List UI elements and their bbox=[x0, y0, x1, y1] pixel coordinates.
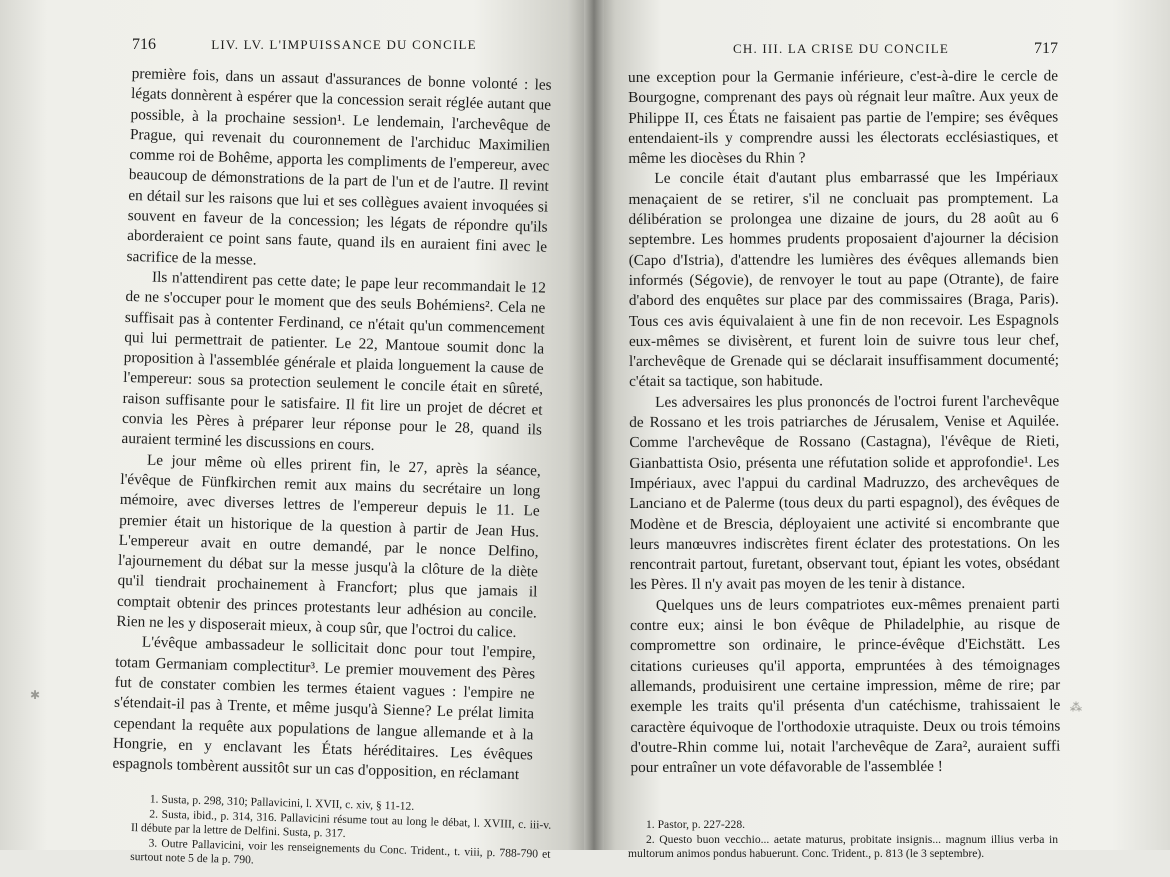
paragraph: Ils n'attendirent pas cette date; le pape leur recommandait le 12 de ne s'occuper pour le moment que des seuls Bohémiens². Cela ne suffisait pas à contenter Ferdinand, ce n'était qu'un commencement qui lui permettrait de patienter. Le 22, Mantoue soumit donc la proposition à l'assemblée générale et plaida longuement la cause de l'empereur: sous sa protection seulement le concile était en sûreté, raison suffisante pour le satisfaire. Il fit lire un projet de décret et convia les Pères à préparer leur réponse pour le 28, quand ils auraient terminé les discussions en cours. bbox=[121, 268, 547, 455]
footnote: 2. Questo buon vecchio... aetate maturus, probitate insignis... magnum illius verba in multorum animos pondus habuerunt. Conc. Trident., p. 813 (le 3 septembre). bbox=[628, 832, 1058, 861]
left-page-number: 716 bbox=[132, 36, 156, 53]
footnote: 2. Susta, ibid., p. 314, 316. Pallavicini résume tout au long le débat, l. XVIII, c. iii-v. Il débute par la lettre de Delfini. Susta, p. 317. bbox=[130, 807, 552, 841]
paragraph: Quelques uns de leurs compatriotes eux-mêmes prenaient parti contre eux; ainsi le bon évêque de Philadelphie, au risque de compromettre son ordinaire, le prince-évêque d'Eichstätt. Les citations curieuses qu'il apporta, empruntées à des témoignages allemands, produisirent une certaine impression, même de rire; par exemple les traits qu'il présenta d'un catéchisme, trahissaient le caractère équivoque de l'orthodoxie utraquiste. Deux ou trois témoins d'outre-Rhin comme lui, notait l'archevêque de Zara², auraient suffi pour entraîner un vote défavorable de l'assemblée ! bbox=[629, 595, 1061, 777]
paragraph: première fois, dans un assaut d'assurances de bonne volonté : les légats donnèrent à espérer que la concession serait réglée autant que possible, à la prochaine session¹. Le lendemain, l'archevêque de Prague, qui revenait du couronnement de l'archiduc Maximilien comme roi de Bohême, apporta les compliments de l'empereur, avec beaucoup de démonstrations de la part de l'un et de l'autre. Il revint en détail sur les raisons que lui et ses collègues avaient invoquées si souvent en faveur de la concession; les légats de répondre qu'ils aborderaient ce point sans faute, quand ils en auraient fini avec le sacrifice de la messe. bbox=[126, 64, 552, 269]
paragraph: Les adversaires les plus prononcés de l'octroi furent l'archevêque de Rossano et les trois patriarches de Jérusalem, Venise et Aquilée. Comme l'archevêque de Rossano (Castagna), l'évêque de Rieti, Gianbattista Osio, présenta une réfutation solide et approfondie¹. Les Impériaux, avec l'appui du cardinal Madruzzo, des archevêques de Lanciano et de Palerme (tous deux du parti espagnol), des évêques de Modène et de Brescia, déployaient une activité si encombrante que leurs manœuvres indiscrètes firent éclater des protestations. On les rencontrait partout, furetant, observant tout, épiant les votes, obsédant les Pères. Il n'y avait pas moyen de les tenir à distance. bbox=[629, 392, 1060, 594]
left-running-head: LIV. LV. L'IMPUISSANCE DU CONCILE bbox=[211, 37, 477, 52]
left-body-text bbox=[112, 64, 552, 786]
paragraph: Le concile était d'autant plus embarrassé que les Impériaux menaçaient de se retirer, s'il ne concluait pas promptement. La délibération se prolongea une dizaine de jours, du 28 août au 6 septembre. Les hommes prudents proposaient d'ajourner la décision (Capo d'Istria), d'attendre les lumières des évêques allemands bien informés (Ségovie), de renvoyer le tout au pape (Otrante), de faire d'abord des enquêtes sur place par des commissaires (Braga, Paris). Tous ces avis équivalaient à une fin de non recevoir. Les Espagnols eux-mêmes se divisèrent, et furent loin de suivre tous leur chef, l'archevêque de Grenade qui se déclarait insuffisamment documenté; c'était sa tactique, son habitude. bbox=[628, 168, 1060, 391]
paragraph: une exception pour la Germanie inférieure, c'est-à-dire le cercle de Bourgogne, comprenant des pays où régnait leur maître. Aux yeux de Philippe II, ces États ne faisaient pas partie de l'empire; ses évêques entendaient-ils y comprendre aussi les électorats ecclésiastiques, et même les diocèses du Rhin ? bbox=[628, 67, 1059, 168]
footnote: 1. Pastor, p. 227-228. bbox=[646, 818, 746, 832]
paper-speck-icon: ⁂ bbox=[1070, 700, 1082, 714]
right-footnotes bbox=[628, 818, 1058, 862]
footnote: 1. Susta, p. 298, 310; Pallavicini, l. XVII, c. xiv, § 11-12. bbox=[149, 792, 415, 814]
footnote: 3. Outre Pallavicini, voir les renseignements du Conc. Trident., t. viii, p. 788-790 et surtout note 5 de la p. 790. bbox=[130, 836, 551, 867]
right-body-text bbox=[628, 66, 1060, 778]
left-footnotes bbox=[130, 792, 552, 876]
right-running-head: CH. III. LA CRISE DU CONCILE bbox=[733, 41, 949, 56]
right-page-header bbox=[628, 40, 1058, 68]
left-page-header bbox=[132, 36, 552, 64]
paragraph: L'évêque ambassadeur le sollicitait donc pour tout l'empire, totam Germaniam complectitur³. Le premier mouvement des Pères fut de constater combien les termes étaient vagues : l'empire ne s'étendait-il pas à Trente, et même jusqu'à Sienne? Le prélat limita cependant la requête aux populations de langue allemande et à la Hongrie, en y enclavant les États héréditaires. Les évêques espagnols tombèrent aussitôt sur un cas d'opposition, en réclamant bbox=[112, 633, 536, 784]
right-page bbox=[592, 0, 1170, 861]
book-gutter bbox=[584, 0, 604, 850]
right-page-number: 717 bbox=[1034, 40, 1058, 57]
paragraph: Le jour même où elles prirent fin, le 27, après la séance, l'évêque de Fünfkirchen remit aux mains du secrétaire un long mémoire, avec diverses lettres de l'empereur depuis le 11. Le premier était un historique de la question à partir de Jean Hus. L'empereur avait en outre demandé, par le nonce Delfino, l'ajournement du débat sur la messe jusqu'à la clôture de la diète qu'il tiendrait prochainement à Francfort; plus que jamais il comptait obtenir des princes protestants leur adhésion au concile. Rien ne les y disposerait mieux, à coup sûr, que l'octroi du calice. bbox=[116, 451, 542, 641]
paper-speck-icon: ✱ bbox=[30, 688, 41, 702]
